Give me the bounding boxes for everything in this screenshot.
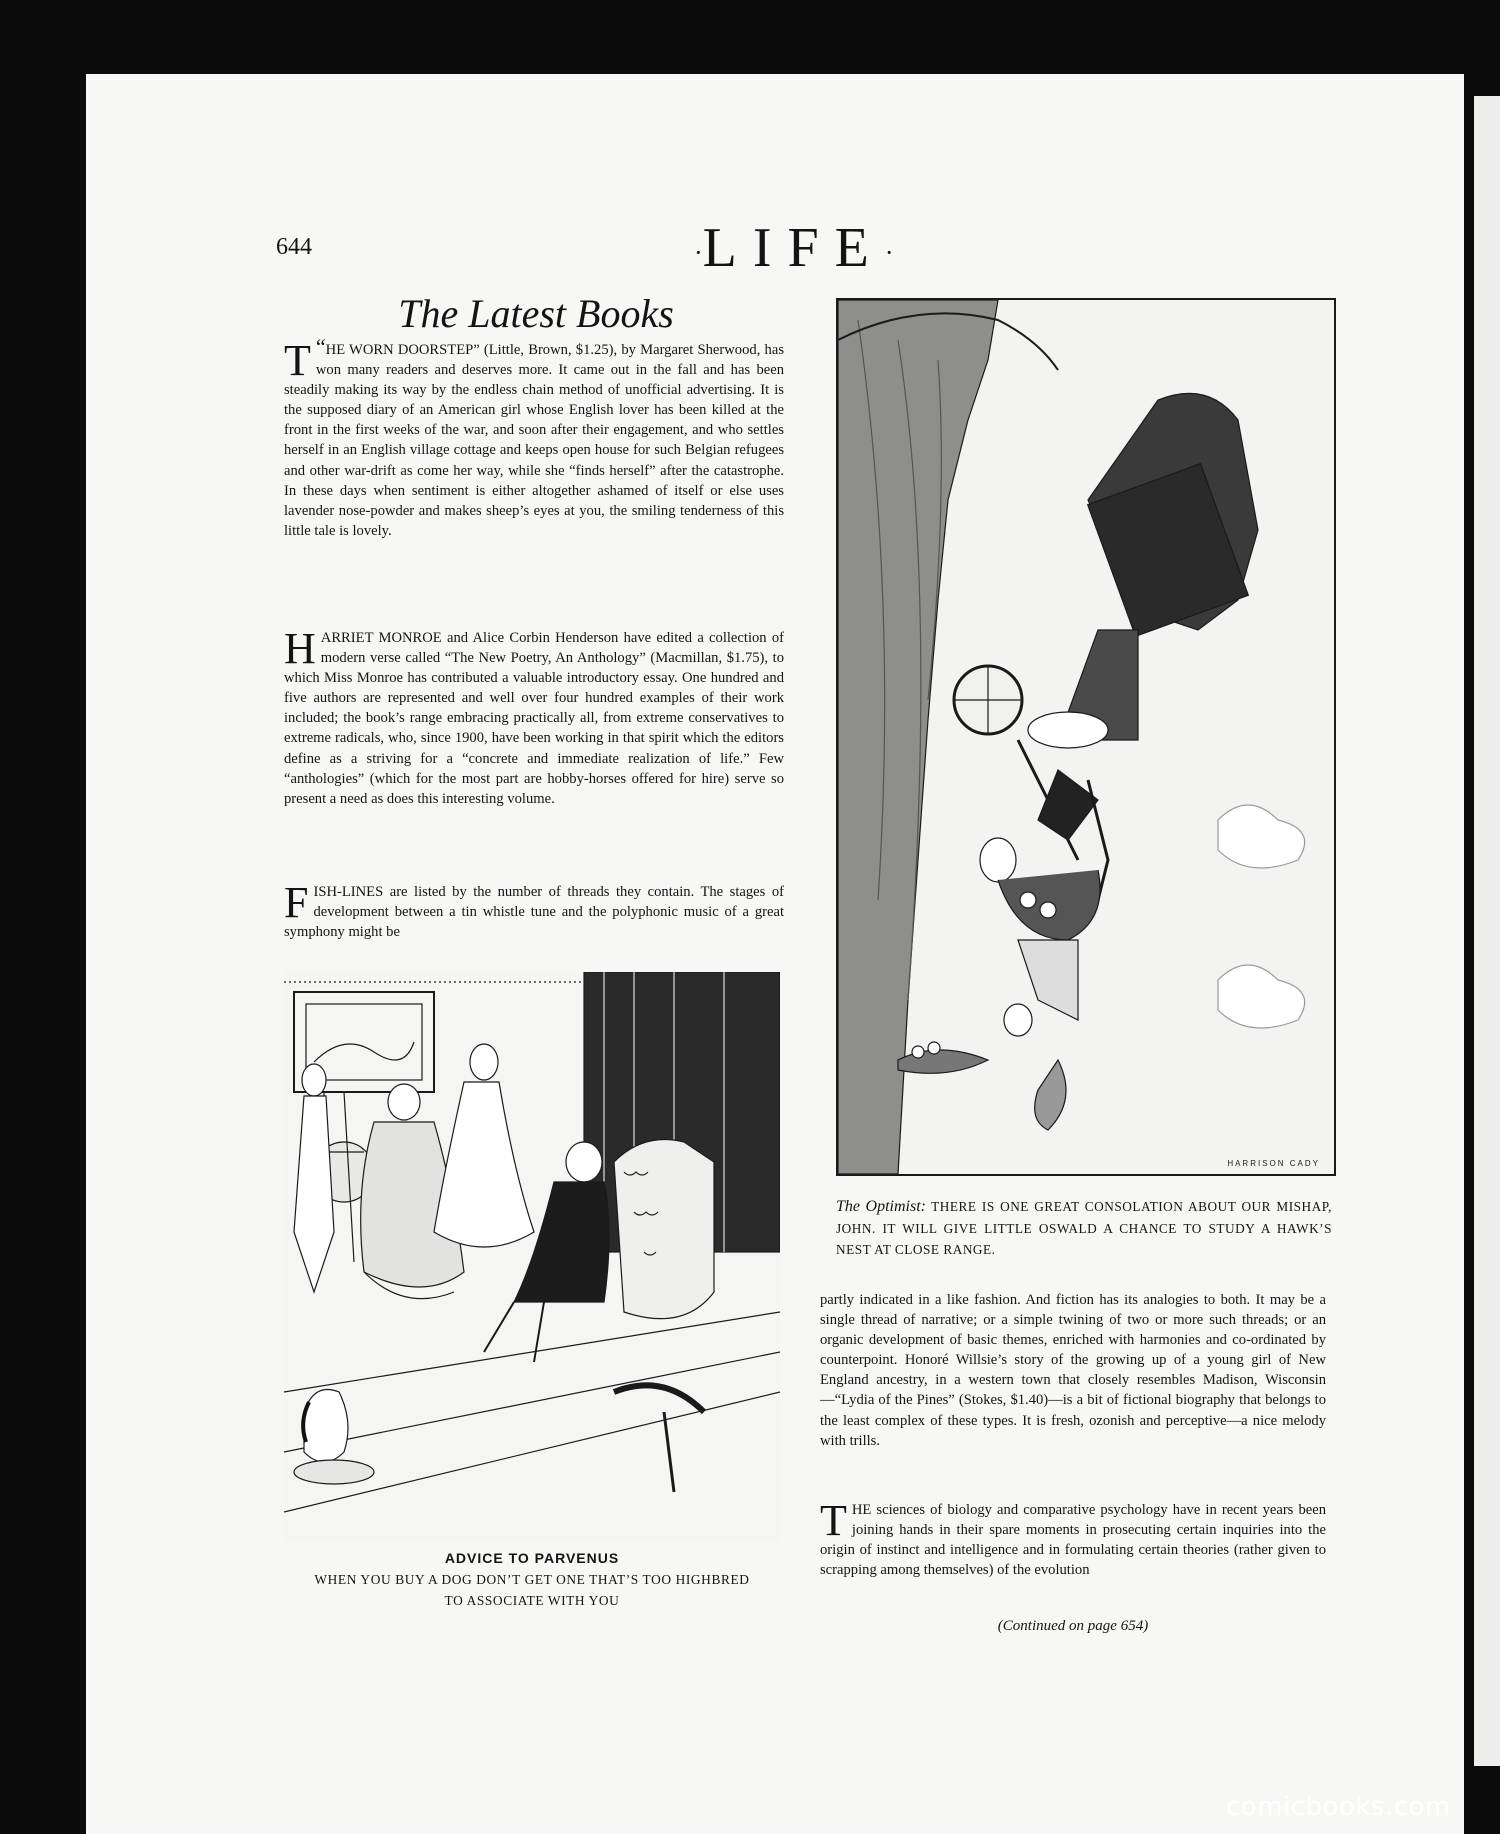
section-title: The Latest Books	[398, 291, 674, 336]
article-column-right-2	[820, 1496, 1326, 1580]
dropcap: T	[820, 1496, 847, 1545]
paragraph-text: partly indicated in a like fashion. And fiction has its analogies to both. It may be a single thread of narrative; or a simple twining of two or more such threads; or an organic development of basic themes, enriched with harmonies and co-ordinated by counterpoint. Honoré Willsie’s story of the growing up of a young girl of New England ancestry, in a western town that closely resembles Madison, Wisconsin—“Lydia of the Pines” (Stokes, $1.40)—is a bit of fictional biography that belongs to the least complex of these types. It is fresh, ozonish and perceptive—a nice melody with trills.	[820, 1292, 1326, 1449]
cartoon-left-title: ADVICE TO PARVENUS	[444, 1550, 620, 1566]
paragraph-text: HE WORN DOORSTEP” (Little, Brown, $1.25), by Margaret Sherwood, has won many readers and deserves more. It came out in the fall and has been steadily making its way by the endless chain method of unofficial advertising. It is the supposed diary of an American girl whose English lover has been killed at the front in the first weeks of the war, and soon after their engagement, and who settles herself in an English village cottage and keeps open house for such Belgian refugees and other war-drift as come her way, while she “finds herself” after the catastrophe. In these days when sentiment is either altogether ashamed of itself or else uses lavender nose-powder and makes sheep’s eyes at you, the smiling tenderness of this little tale is lovely.	[284, 342, 784, 539]
article-column-left-2	[284, 624, 784, 809]
cartoon-cliff-illustration	[836, 298, 1336, 1176]
continued-note: (Continued on page 654)	[997, 1618, 1149, 1634]
cartoon-left-caption	[284, 1548, 780, 1611]
artist-signature: HARRISON CADY	[1227, 1159, 1320, 1168]
paragraph-new-poetry	[284, 624, 784, 809]
article-column-left	[284, 334, 784, 541]
page-gutter	[1464, 102, 1474, 1762]
dropcap: F	[284, 878, 309, 927]
paragraph-text: HE sciences of biology and comparative psychology have in recent years been joining hands in their spare moments in prosecuting certain inquiries into the origin of instinct and intelligence and in formulating certain theories (rather given to scrapping among themselves) of the evolution	[820, 1502, 1326, 1579]
masthead-title: LIFE	[702, 217, 885, 279]
page-number: 644	[276, 234, 312, 260]
masthead	[694, 216, 894, 280]
cartoon-left-caption-line-2: TO ASSOCIATE WITH YOU	[444, 1593, 620, 1608]
opening-quote: “	[315, 334, 326, 359]
article-column-right	[820, 1290, 1326, 1451]
paragraph-sciences-of-biology	[820, 1496, 1326, 1580]
cartoon-right-caption	[836, 1196, 1332, 1261]
paragraph-lydia-of-the-pines	[820, 1290, 1326, 1451]
paragraph-worn-doorstep	[284, 334, 784, 541]
paragraph-fish-lines	[284, 878, 784, 942]
cartoon-right-caption-lead: The Optimist:	[836, 1198, 927, 1215]
article-column-left-3	[284, 878, 784, 942]
dropcap: H	[284, 624, 316, 673]
paragraph-text: ARRIET MONROE and Alice Corbin Henderson have edited a collection of modern verse called “The New Poetry, An Anthology” (Macmillan, $1.75), to which Miss Monroe has contributed a valuable introductory essay. One hundred and five authors are represented and well over four hundred examples of their work included; the book’s range embracing practically all, from extreme conservatives to extreme radicals, who, since 1900, have been working in that spirit which the editors define as a striving for a “concrete and immediate realization of life.” Few “anthologies” (which for the most part are hobby-horses offered for hire) serve so present a need as does this interesting volume.	[284, 630, 784, 807]
parlor-drawing	[284, 972, 780, 1540]
paragraph-text: ISH-LINES are listed by the number of threads they contain. The stages of development between a tin whistle tune and the polyphonic music of a great symphony might be	[284, 884, 784, 941]
site-watermark: comicbooks.com	[1226, 1792, 1451, 1822]
masthead-dot-left: ·	[694, 238, 703, 268]
dropcap: T	[284, 336, 311, 385]
cartoon-left-caption-line-1: WHEN YOU BUY A DOG DON’T GET ONE THAT’S TOO HIGHBRED	[314, 1572, 750, 1587]
cliff-drawing	[838, 300, 1334, 1174]
masthead-dot-right: ·	[884, 238, 894, 268]
cartoon-parlor-illustration	[284, 972, 780, 1540]
cartoon-right-caption-text: THERE IS ONE GREAT CONSOLATION ABOUT OUR MISHAP, JOHN. IT WILL GIVE LITTLE OSWALD A CHANCE TO STUDY A HAWK’S NEST AT CLOSE RANGE.	[836, 1199, 1333, 1257]
facing-page-edge	[1474, 96, 1500, 1766]
